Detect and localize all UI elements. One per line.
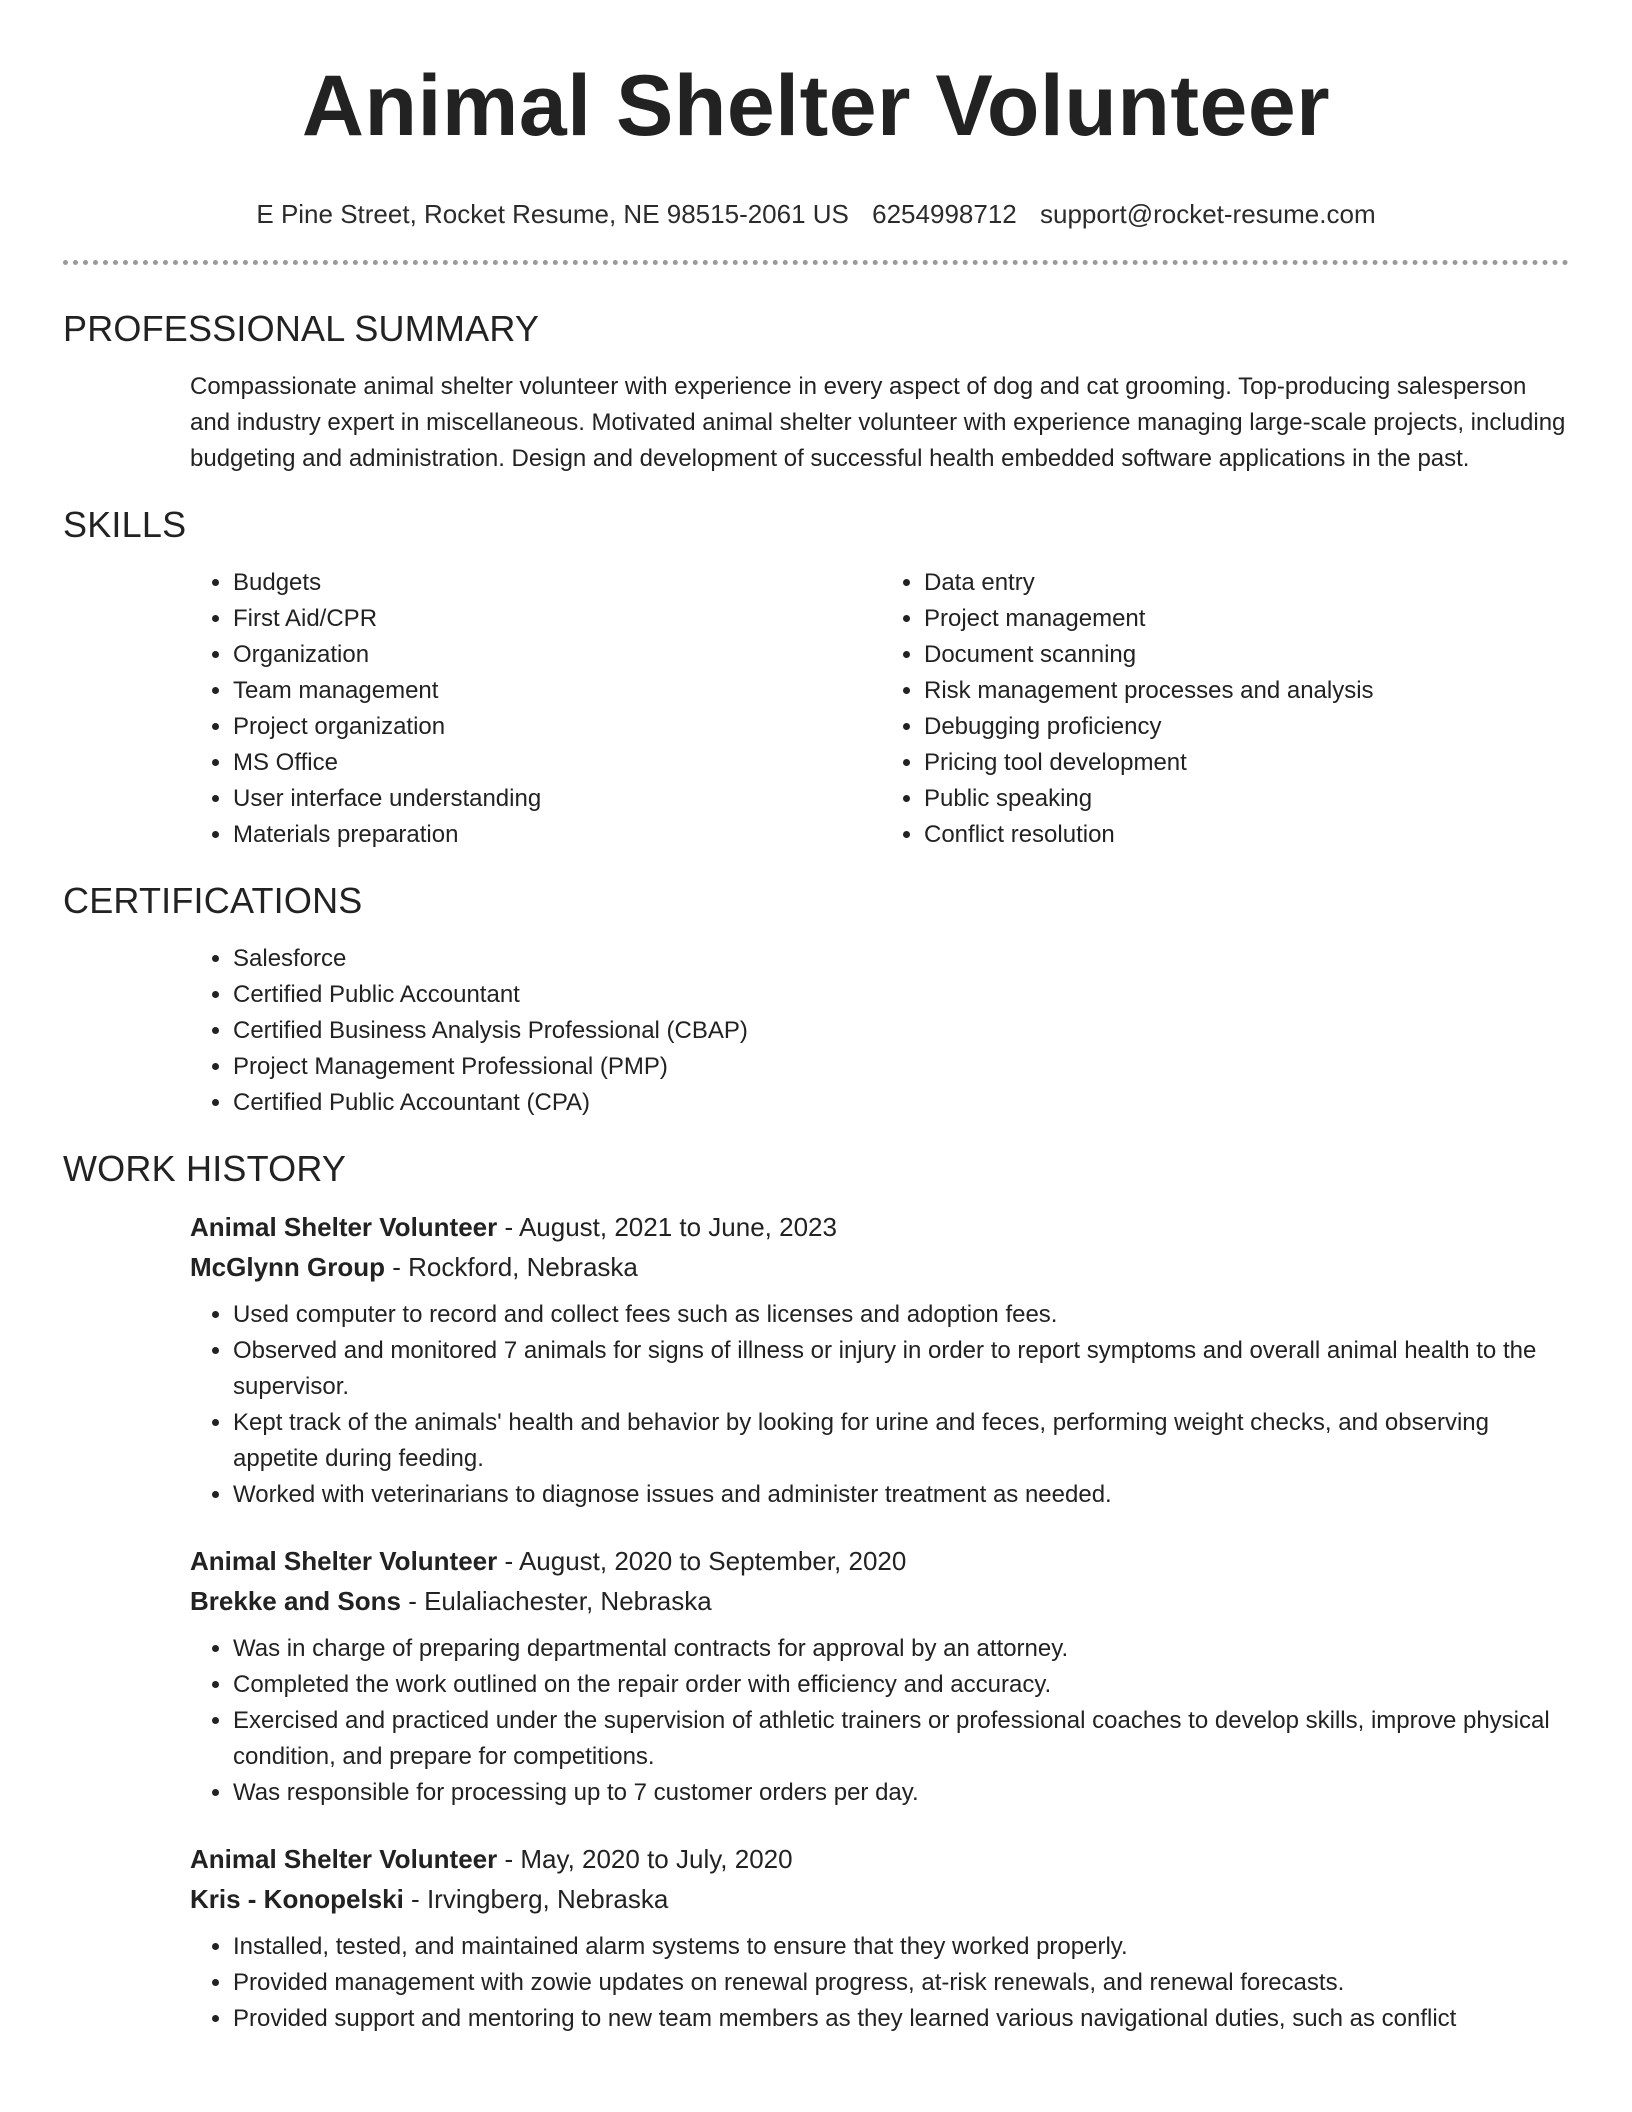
- work-history-heading: WORK HISTORY: [63, 1148, 347, 1189]
- job-duty: • Worked with veterinarians to diagnose issues and administer treatment as needed.: [233, 1477, 1572, 1513]
- certification-item: • Certified Public Accountant: [233, 977, 1572, 1013]
- summary-heading: PROFESSIONAL SUMMARY: [63, 308, 540, 349]
- job-duty: • Installed, tested, and maintained alarm systems to ensure that they worked properly.: [233, 1929, 1572, 1965]
- job-duties-list: [190, 1297, 1572, 1513]
- skill-item: • Risk management processes and analysis: [924, 673, 1572, 709]
- certification-item: • Project Management Professional (PMP): [233, 1049, 1572, 1085]
- skills-section: [190, 565, 1572, 853]
- job-role: Animal Shelter Volunteer: [190, 1844, 498, 1874]
- job-company-line: Kris - Konopelski - Irvingberg, Nebraska: [190, 1884, 669, 1914]
- job-duties-list: [190, 1631, 1572, 1811]
- contact-phone: 6254998712: [872, 199, 1017, 229]
- skills-list-left: [190, 565, 881, 853]
- certifications-section: [190, 941, 1572, 1121]
- skill-item: • Public speaking: [924, 781, 1572, 817]
- job-company-line: Brekke and Sons - Eulaliachester, Nebraska: [190, 1586, 712, 1616]
- summary-section: [190, 369, 1572, 477]
- contact-address: E Pine Street, Rocket Resume, NE 98515-2061 US: [256, 199, 849, 229]
- job-location: Eulaliachester, Nebraska: [424, 1586, 712, 1616]
- skill-item: • Project management: [924, 601, 1572, 637]
- skills-list-right: [881, 565, 1572, 853]
- contact-email: support@rocket-resume.com: [1039, 199, 1376, 229]
- job-dates: May, 2020 to July, 2020: [520, 1844, 793, 1874]
- contact-line: [0, 198, 1632, 230]
- skill-item: • Budgets: [233, 565, 881, 601]
- job-company-line: McGlynn Group - Rockford, Nebraska: [190, 1252, 638, 1282]
- job-duty: • Provided support and mentoring to new team members as they learned various navigational duties, such as conflict: [233, 2001, 1572, 2037]
- certifications-heading: CERTIFICATIONS: [63, 880, 363, 921]
- job-role: Animal Shelter Volunteer: [190, 1546, 498, 1576]
- skill-item: • Materials preparation: [233, 817, 881, 853]
- job-duty: • Exercised and practiced under the supervision of athletic trainers or professional coaches to develop skills, improve physical condition, and prepare for competitions.: [233, 1703, 1572, 1775]
- job-duty: • Completed the work outlined on the repair order with efficiency and accuracy.: [233, 1667, 1572, 1703]
- job-duty: • Was in charge of preparing departmental contracts for approval by an attorney.: [233, 1631, 1572, 1667]
- candidate-name: Animal Shelter Volunteer: [301, 58, 1331, 154]
- skill-item: • MS Office: [233, 745, 881, 781]
- skill-item: • First Aid/CPR: [233, 601, 881, 637]
- skill-item: • Conflict resolution: [924, 817, 1572, 853]
- job-duty: • Used computer to record and collect fees such as licenses and adoption fees.: [233, 1297, 1572, 1333]
- job-location: Rockford, Nebraska: [408, 1252, 638, 1282]
- header-divider: [63, 260, 1569, 265]
- job-dates: August, 2020 to September, 2020: [518, 1546, 907, 1576]
- job-company: Kris - Konopelski: [190, 1884, 404, 1914]
- certification-item: • Salesforce: [233, 941, 1572, 977]
- job-company: Brekke and Sons: [190, 1586, 401, 1616]
- summary-text: Compassionate animal shelter volunteer with experience in every aspect of dog and cat grooming. Top-producing salesperson and industry expert in miscellaneous. Motivated animal shelter volunteer with experience managing large-scale projects, including budgeting and administration. Design and development of successful health embedded software applications in the past.: [190, 373, 1566, 472]
- skill-item: • Team management: [233, 673, 881, 709]
- certification-item: • Certified Public Accountant (CPA): [233, 1085, 1572, 1121]
- certifications-list: [190, 941, 1572, 1121]
- job-dates: August, 2021 to June, 2023: [518, 1212, 837, 1242]
- job-entry: [190, 1541, 1572, 1811]
- job-title-line: Animal Shelter Volunteer - August, 2020 to September, 2020: [190, 1546, 907, 1576]
- work-history-section: [190, 1207, 1572, 2037]
- job-title-line: Animal Shelter Volunteer - May, 2020 to July, 2020: [190, 1844, 793, 1874]
- job-duties-list: [190, 1929, 1572, 2037]
- job-company: McGlynn Group: [190, 1252, 385, 1282]
- job-duty: • Observed and monitored 7 animals for signs of illness or injury in order to report symptoms and overall animal health to the supervisor.: [233, 1333, 1572, 1405]
- job-location: Irvingberg, Nebraska: [426, 1884, 669, 1914]
- skill-item: • Organization: [233, 637, 881, 673]
- job-duty: • Was responsible for processing up to 7 customer orders per day.: [233, 1775, 1572, 1811]
- skill-item: • User interface understanding: [233, 781, 881, 817]
- job-entry: [190, 1839, 1572, 2037]
- skill-item: • Debugging proficiency: [924, 709, 1572, 745]
- skills-heading: SKILLS: [63, 504, 187, 545]
- skill-item: • Document scanning: [924, 637, 1572, 673]
- skill-item: • Pricing tool development: [924, 745, 1572, 781]
- job-duty: • Kept track of the animals' health and behavior by looking for urine and feces, performing weight checks, and observing appetite during feeding.: [233, 1405, 1572, 1477]
- job-role: Animal Shelter Volunteer: [190, 1212, 498, 1242]
- certification-item: • Certified Business Analysis Professional (CBAP): [233, 1013, 1572, 1049]
- job-title-line: Animal Shelter Volunteer - August, 2021 to June, 2023: [190, 1212, 837, 1242]
- job-duty: • Provided management with zowie updates on renewal progress, at-risk renewals, and renewal forecasts.: [233, 1965, 1572, 2001]
- skill-item: • Data entry: [924, 565, 1572, 601]
- skill-item: • Project organization: [233, 709, 881, 745]
- job-entry: [190, 1207, 1572, 1513]
